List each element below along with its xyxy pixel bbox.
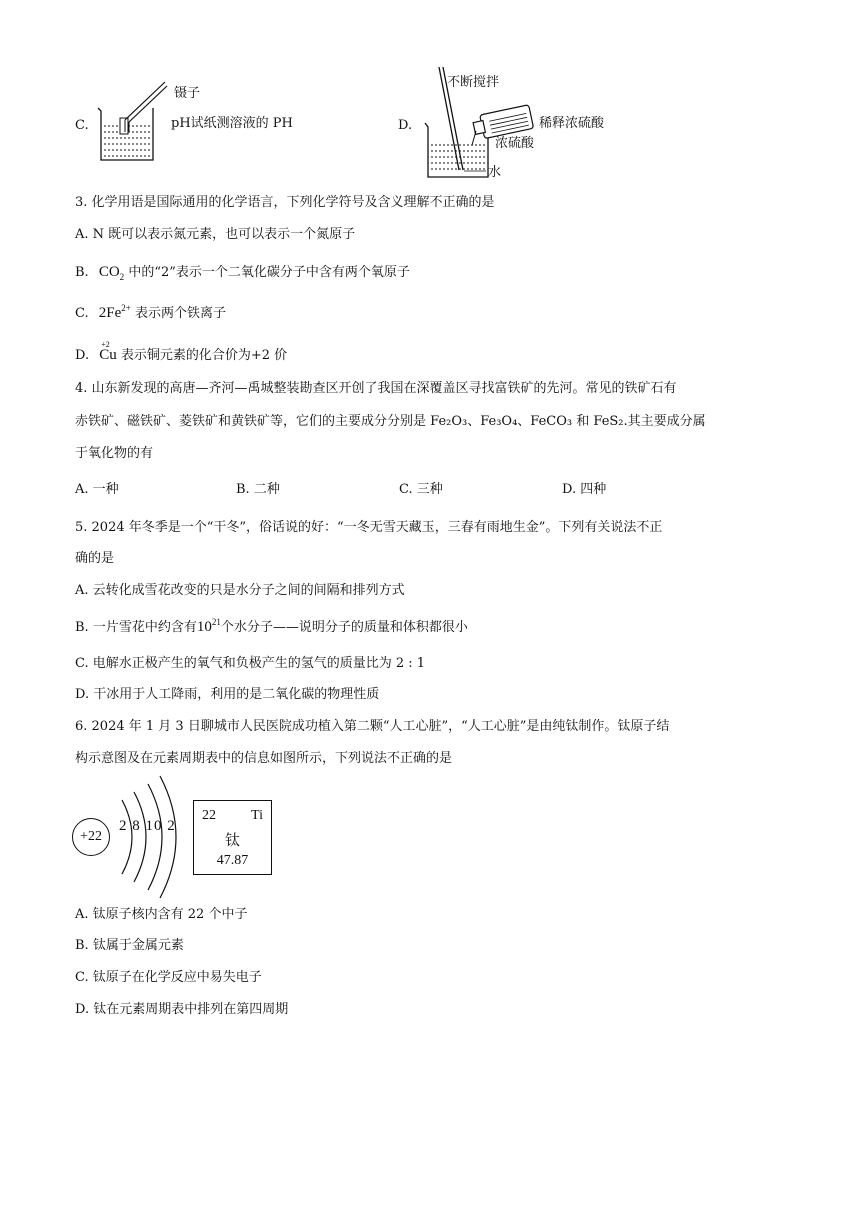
- q3-option-c-formula: [99, 305, 131, 321]
- q3-option-b-letter: B.: [75, 265, 89, 280]
- electron-shells-arcs: [100, 770, 195, 900]
- q6-option-d: D. 钛在元素周期表中排列在第四周期: [75, 1002, 289, 1017]
- q5-option-a: A. 云转化成雪花改变的只是水分子之间的间隔和排列方式: [75, 583, 405, 598]
- q5-option-b-text: 个水分子——说明分子的质量和体积都很小: [220, 620, 468, 635]
- co-formula-subscript: 2: [119, 272, 125, 282]
- q5-stem-line1: 5. 2024 年冬季是一个“干冬”，俗话说的好：“一冬无雪天藏玉，三春有雨地生金”。下列有关说法不正: [75, 520, 663, 535]
- q6-option-a: A. 钛原子核内含有 22 个中子: [75, 907, 248, 922]
- fe-formula: 2Fe: [98, 305, 122, 321]
- q4-stem-line3: 于氧化物的有: [75, 446, 154, 461]
- water-label: 水: [488, 165, 502, 180]
- q6-stem-line2: 构示意图及在元素周期表中的信息如图所示，下列说法不正确的是: [75, 751, 453, 766]
- q3-option-d-formula: [99, 340, 117, 364]
- atom-nucleus: +22: [72, 818, 110, 856]
- figure-c-letter: C.: [75, 118, 89, 133]
- q4-stem-line1: 4. 山东新发现的高唐—齐河—禹城整装勘查区开创了我国在深覆盖区寻找富铁矿的先河。常见的铁矿石有: [75, 381, 677, 396]
- power-of-ten: [197, 619, 221, 635]
- acid-label: 浓硫酸: [495, 136, 535, 151]
- cu-formula: Cu: [99, 347, 117, 363]
- atomic-number: 22: [202, 808, 216, 823]
- electron-shells: 2 8 10 2: [119, 818, 176, 834]
- element-cell: [193, 800, 272, 875]
- atomic-mass: 47.87: [216, 853, 249, 868]
- q6-option-b: B. 钛属于金属元素: [75, 938, 184, 953]
- q4-options: [75, 478, 775, 496]
- q3-option-d-text: 表示铜元素的化合价为+2 价: [120, 348, 288, 363]
- power-base: 10: [196, 619, 212, 635]
- q3-stem: 3. 化学用语是国际通用的化学语言，下列化学符号及含义理解不正确的是: [75, 195, 495, 210]
- power-exponent: 21: [211, 617, 221, 627]
- tweezers-label: 镊子: [174, 86, 201, 101]
- q3-option-c-text: 表示两个铁离子: [134, 306, 226, 321]
- q3-option-d-letter: D.: [75, 348, 90, 363]
- co-formula: CO: [98, 264, 120, 280]
- beaker-tweezers-figure: [95, 80, 175, 165]
- figure-d-letter: D.: [398, 118, 413, 133]
- q3-option-b-text: 中的“2”表示一个二氧化碳分子中含有两个氧原子: [128, 265, 410, 280]
- cu-valence: +2: [101, 340, 110, 349]
- q3-option-c-letter: C.: [75, 306, 89, 321]
- ph-label: pH试纸测溶液的 PH: [171, 116, 293, 131]
- fe-formula-charge: 2+: [121, 303, 131, 313]
- q4-option-a: A. 一种: [75, 482, 119, 497]
- q4-option-d: D. 四种: [562, 482, 607, 497]
- q6-option-c: C. 钛原子在化学反应中易失电子: [75, 970, 262, 985]
- q3-option-a: A. N 既可以表示氮元素，也可以表示一个氮原子: [75, 227, 356, 242]
- element-name: 钛: [224, 831, 240, 849]
- element-symbol: Ti: [251, 808, 263, 823]
- q5-option-d: D. 干冰用于人工降雨，利用的是二氧化碳的物理性质: [75, 687, 380, 702]
- q6-stem-line1: 6. 2024 年 1 月 3 日聊城市人民医院成功植入第二颗“人工心脏”，“人工心脏”是由纯钛制作。钛原子结: [75, 719, 670, 734]
- q5-option-b: [75, 618, 468, 637]
- q3-option-b-formula: [99, 264, 124, 280]
- q3-option-c: [75, 304, 226, 323]
- q5-stem-line2: 确的是: [75, 551, 115, 566]
- q4-option-c: C. 三种: [399, 482, 443, 497]
- q5-option-c: C. 电解水正极产生的氧气和负极产生的氢气的质量比为 2 : 1: [75, 656, 426, 671]
- q5-option-b-letter: B. 一片雪花中约含有: [75, 620, 197, 635]
- q3-option-d: [75, 340, 288, 365]
- stir-label: 不断搅拌: [447, 75, 500, 90]
- q4-stem-line2: 赤铁矿、磁铁矿、菱铁矿和黄铁矿等，它们的主要成分分别是 Fe₂O₃、Fe₃O₄、FeCO₃ 和 FeS₂.其主要成分属: [75, 414, 706, 429]
- q4-option-b: B. 二种: [236, 482, 280, 497]
- q3-option-b: [75, 263, 410, 282]
- dilute-label: 稀释浓硫酸: [539, 116, 605, 131]
